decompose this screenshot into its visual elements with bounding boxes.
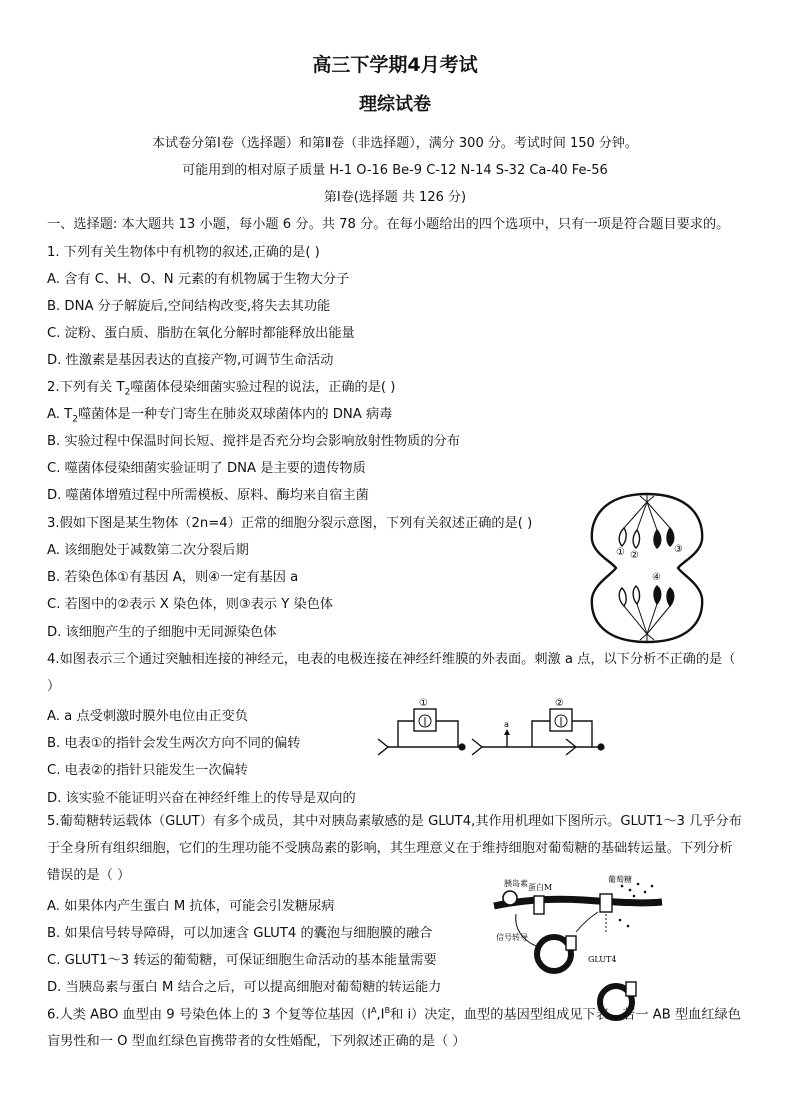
q3-option-c: C. 若图中的②表示 X 染色体，则③表示 Y 染色体 [47, 597, 334, 612]
chromosome-label-3: ③ [674, 544, 683, 555]
exam-intro: 本试卷分第Ⅰ卷（选择题）和第Ⅱ卷（非选择题），满分 300 分。考试时间 150 分钟。 [152, 136, 638, 151]
atomic-masses: 可能用到的相对原子质量 H-1 O-16 Be-9 C-12 N-14 S-32 Ca-40 Fe-56 [182, 163, 608, 178]
q3-option-a: A. 该细胞处于减数第二次分裂后期 [47, 543, 249, 558]
q4-option-b: B. 电表①的指针会发生两次方向不同的偏转 [47, 736, 301, 751]
q4-option-a: A. a 点受刺激时膜外电位由正变负 [47, 709, 248, 724]
q6-stem: 6.人类 ABO 血型由 9 号染色体上的 3 个复等位基因（$I^A,I^B$和 i）决定，血型的基因型组成见下表。若一 AB 型血红绿色盲男性和一 O 型血红绿色盲携带者的女性婚配，下列叙述正确的是（ ） [47, 1006, 741, 1050]
q1-option-c: C. 淀粉、蛋白质、脂肪在氧化分解时都能释放出能量 [47, 326, 355, 341]
q5-option-d: D. 当胰岛素与蛋白 M 结合之后，可以提高细胞对葡萄糖的转运能力 [47, 980, 442, 995]
q1-option-a: A. 含有 C、H、O、N 元素的有机物属于生物大分子 [47, 272, 350, 287]
q5-option-b: B. 如果信号转导障碍，可以加速含 GLUT4 的囊泡与细胞膜的融合 [47, 926, 433, 941]
q3-option-d: D. 该细胞产生的子细胞中无同源染色体 [47, 625, 277, 640]
exam-subtitle: 理综试卷 [359, 94, 431, 115]
neuron-meter-figure [370, 695, 615, 760]
q2-option-a: A. $T_2$噬菌体是一种专门寄生在肺炎双球菌体内的 DNA 病毒 [47, 407, 393, 425]
q1-stem: 1. 下列有关生物体中有机物的叙述,正确的是( ) [47, 245, 320, 260]
cell-division-figure [582, 488, 712, 648]
q2-stem: 2.下列有关 $T_2$噬菌体侵染细菌实验过程的说法，正确的是( ) [47, 380, 396, 398]
q3-stem: 3.假如下图是某生物体（2n=4）正常的细胞分裂示意图，下列有关叙述正确的是( ) [47, 516, 533, 531]
q5-option-a: A. 如果体内产生蛋白 M 抗体，可能会引发糖尿病 [47, 899, 335, 914]
meter-label-2: ② [555, 698, 564, 709]
q1-option-b: B. DNA 分子解旋后,空间结构改变,将失去其功能 [47, 299, 331, 314]
q2-option-c: C. 噬菌体侵染细菌实验证明了 DNA 是主要的遗传物质 [47, 461, 366, 476]
q1-option-d: D. 性激素是基因表达的直接产物,可调节生命活动 [47, 353, 334, 368]
chromosome-label-2: ② [630, 550, 639, 561]
meter-label-1: ① [419, 698, 428, 709]
q4-stem: 4.如图表示三个通过突触相连接的神经元，电表的电极连接在神经纤维膜的外表面。刺激 a 点，以下分析不正确的是（ ） [47, 652, 736, 694]
q2-option-b: B. 实验过程中保温时间长短、搅拌是否充分均会影响放射性物质的分布 [47, 434, 461, 449]
q4-option-d: D. 该实验不能证明兴奋在神经纤维上的传导是双向的 [47, 791, 356, 806]
q5-option-c: C. GLUT1～3 转运的葡萄糖，可保证细胞生命活动的基本能量需要 [47, 953, 437, 968]
q4-option-c: C. 电表②的指针只能发生一次偏转 [47, 763, 248, 778]
stimulus-point-label: a [504, 720, 509, 729]
q2-option-d: D. 噬菌体增殖过程中所需模板、原料、酶均来自宿主菌 [47, 488, 369, 503]
glucose-label: 葡萄糖 [608, 875, 632, 884]
glut4-label: GLUT4 [588, 955, 617, 964]
insulin-label: 胰岛素 [504, 879, 528, 888]
protein-m-label: 蛋白M [528, 883, 553, 892]
exam-title: 高三下学期4月考试 [312, 54, 478, 76]
q5-stem: 5.葡萄糖转运载体（GLUT）有多个成员，其中对胰岛素敏感的是 GLUT4,其作用机理如下图所示。GLUT1～3 几乎分布于全身所有组织细胞，它们的生理功能不受胰岛素的影响，其生理意义在于维持细胞对葡萄糖的基础转运量。下列分析错误的是（ ） [47, 814, 742, 883]
q3-option-b: B. 若染色体①有基因 A，则④一定有基因 a [47, 570, 299, 585]
instructions: 一、选择题: 本大题共 13 小题，每小题 6 分。共 78 分。在每小题给出的四个选项中，只有一项是符合题目要求的。 [47, 217, 730, 232]
signal-label: 信号转导 [496, 933, 528, 942]
section-title: 第Ⅰ卷(选择题 共 126 分) [323, 190, 467, 205]
chromosome-label-4: ④ [652, 572, 661, 583]
chromosome-label-1: ① [616, 547, 625, 558]
